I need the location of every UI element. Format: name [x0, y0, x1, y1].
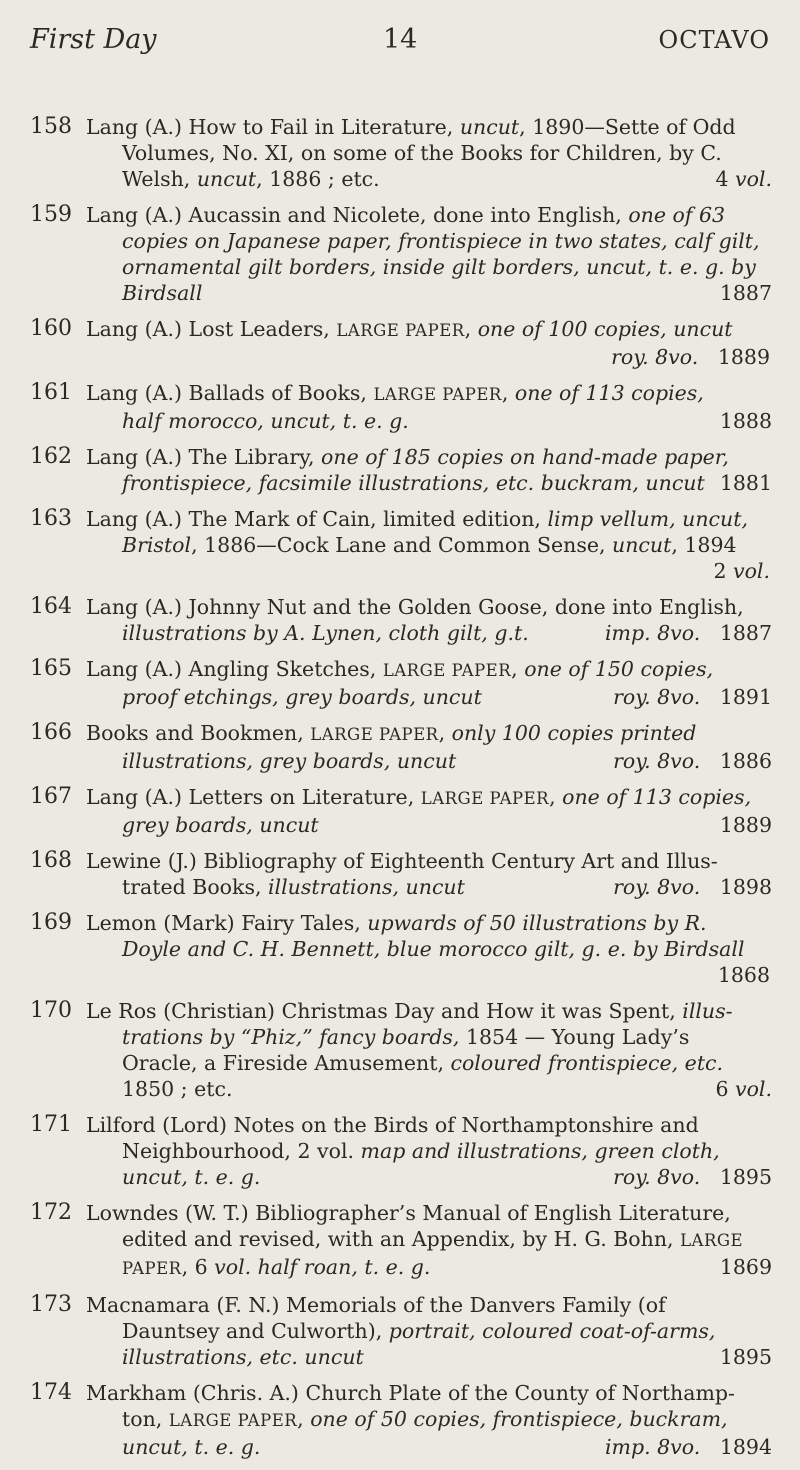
lot-number: 167 — [30, 784, 72, 809]
lot-entry — [0, 848, 800, 900]
lot-entry — [0, 1112, 800, 1190]
lot-description: Lang (A.) Lost Leaders, LARGE PAPER, one of 100 copies, uncut roy. 8vo. 1889 — [86, 317, 770, 369]
lot-description: Le Ros (Christian) Christmas Day and How it was Spent, illus- trations by “Phiz,” fancy boards, 1854 — Young Lady’s Oracle, a Fireside Amusement, coloured frontispiece, etc. 1850 ; etc. 6 vol. — [86, 999, 772, 1101]
lot-number: 168 — [30, 848, 72, 873]
lot-number: 166 — [30, 720, 72, 745]
lot-entry — [0, 784, 800, 838]
lot-description: Macnamara (F. N.) Memorials of the Danvers Family (of Dauntsey and Culworth), portrait, coloured coat-of-arms, illustrations, etc. uncut 1895 — [86, 1293, 772, 1369]
lot-number: 158 — [30, 114, 72, 139]
lot-entry — [0, 1380, 800, 1460]
lot-number: 165 — [30, 656, 72, 681]
lot-entry — [0, 444, 800, 496]
lot-entry — [0, 1292, 800, 1370]
lot-number: 161 — [30, 380, 72, 405]
lot-description: Lang (A.) Angling Sketches, LARGE PAPER, one of 150 copies, proof etchings, grey boards, uncut roy. 8vo. 1891 — [86, 657, 772, 709]
lot-description: Books and Bookmen, LARGE PAPER, only 100 copies printed illustrations, grey boards, uncut roy. 8vo. 1886 — [86, 721, 772, 773]
page-number: 14 — [383, 24, 418, 55]
section-title: First Day — [30, 24, 157, 55]
lot-entry — [0, 594, 800, 646]
lot-number: 171 — [30, 1112, 72, 1137]
lot-number: 160 — [30, 316, 72, 341]
lot-number: 170 — [30, 998, 72, 1023]
lot-description: Lewine (J.) Bibliography of Eighteenth Century Art and Illus- trated Books, illustrations, uncut roy. 8vo. 1898 — [86, 849, 772, 899]
lot-entry — [0, 316, 800, 370]
lot-number: 172 — [30, 1200, 72, 1225]
lot-number: 162 — [30, 444, 72, 469]
lot-number: 164 — [30, 594, 72, 619]
lot-description: Lemon (Mark) Fairy Tales, upwards of 50 illustrations by R. Doyle and C. H. Bennett, blue morocco gilt, g. e. by Birdsall 1868 — [86, 911, 770, 987]
lot-entry — [0, 380, 800, 434]
lot-description: Lang (A.) Ballads of Books, LARGE PAPER, one of 113 copies, half morocco, uncut, t. e. g. 1888 — [86, 381, 772, 433]
lot-number: 169 — [30, 910, 72, 935]
lot-entry — [0, 1200, 800, 1282]
lot-entry — [0, 910, 800, 988]
lot-entry — [0, 720, 800, 774]
lot-list — [0, 114, 800, 1470]
lot-description: Lang (A.) Johnny Nut and the Golden Goose, done into English, illustrations by A. Lynen, cloth gilt, g.t. imp. 8vo. 1887 — [86, 595, 772, 645]
lot-description: Lang (A.) The Library, one of 185 copies on hand-made paper, frontispiece, facsimile illustrations, etc. buckram, uncut 1881 — [86, 445, 772, 495]
lot-entry — [0, 114, 800, 192]
lot-entry — [0, 506, 800, 584]
format-label: OCTAVO — [658, 26, 770, 54]
lot-entry — [0, 202, 800, 306]
lot-description: Lang (A.) How to Fail in Literature, uncut, 1890—Sette of Odd Volumes, No. XI, on some of the Books for Children, by C. Welsh, uncut, 1886 ; etc. 4 vol. — [86, 115, 772, 191]
lot-description: Lowndes (W. T.) Bibliographer’s Manual of English Literature, edited and revised, with an Appendix, by H. G. Bohn, LARGE PAPER, 6 vol. half roan, t. e. g. 1869 — [86, 1201, 772, 1279]
lot-description: Lang (A.) Letters on Literature, LARGE PAPER, one of 113 copies, grey boards, uncut 1889 — [86, 785, 772, 837]
running-header — [30, 22, 772, 58]
lot-number: 163 — [30, 506, 72, 531]
lot-entry — [0, 656, 800, 710]
lot-description: Lang (A.) The Mark of Cain, limited edition, limp vellum, uncut, Bristol, 1886—Cock Lane and Common Sense, uncut, 1894 2 vol. — [86, 507, 770, 583]
lot-number: 174 — [30, 1380, 72, 1405]
lot-description: Lang (A.) Aucassin and Nicolete, done into English, one of 63 copies on Japanese paper, frontispiece in two states, calf gilt, ornamental gilt borders, inside gilt borders, uncut, t. e. g. by Birdsall 1887 — [86, 203, 772, 305]
lot-number: 173 — [30, 1292, 72, 1317]
lot-description: Markham (Chris. A.) Church Plate of the County of Northamp- ton, LARGE PAPER, one of 50 copies, frontispiece, buckram, uncut, t. e. g. imp. 8vo. 1894 — [86, 1381, 772, 1459]
lot-description: Lilford (Lord) Notes on the Birds of Northamptonshire and Neighbourhood, 2 vol. map and illustrations, green cloth, uncut, t. e. g. roy. 8vo. 1895 — [86, 1113, 772, 1189]
lot-number: 159 — [30, 202, 72, 227]
lot-entry — [0, 998, 800, 1102]
